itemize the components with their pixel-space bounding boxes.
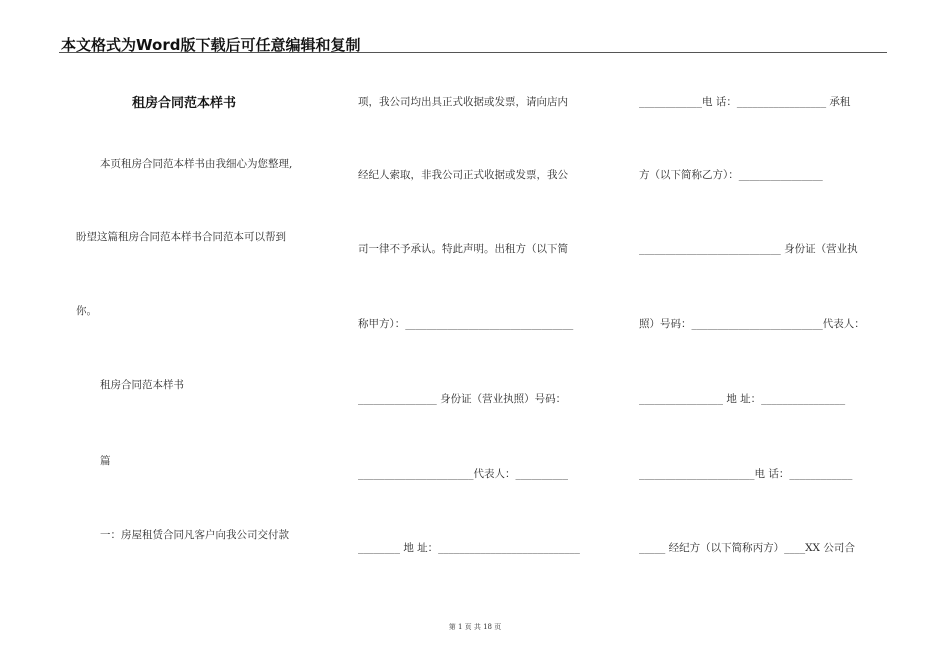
col2-line-6: ______________________代表人：__________ [358,468,568,480]
col1-line-3: 你。 [76,305,97,317]
banner-divider [59,52,887,53]
col1-line-6: 一：房屋租赁合同凡客户向我公司交付款 [100,529,289,541]
col3-line-3: ___________________________ 身份证（营业执 [639,243,858,255]
col2-line-3: 司一律不予承认。特此声明。出租方（以下简 [358,243,568,255]
col3-line-2: 方（以下简称乙方）：________________ [639,169,823,181]
col1-line-2: 盼望这篇租房合同范本样书合同范本可以帮到 [76,231,286,243]
col1-line-1: 本页租房合同范本样书由我细心为您整理, [100,158,293,170]
col2-line-2: 经纪人索取，非我公司正式收据或发票，我公 [358,169,568,181]
col1-line-5: 篇 [100,455,111,467]
col3-line-1: ____________电 话：_________________ 承租 [639,96,851,108]
col2-line-7: ________ 地 址：___________________________ [358,542,580,554]
page-number: 第 1 页 共 18 页 [448,623,502,631]
document-banner: 本文格式为Word版下载后可任意编辑和复制 [61,36,361,54]
col3-line-4: 照）号码：_________________________代表人： [639,318,865,330]
col2-line-1: 项，我公司均出具正式收据或发票，请向店内 [358,96,568,108]
col1-line-4: 租房合同范本样书 [100,379,184,391]
col3-line-6: ______________________电 话：____________ [639,468,853,480]
col2-line-5: _______________ 身份证（营业执照）号码： [358,393,567,405]
col2-line-4: 称甲方）：________________________________ [358,318,574,330]
document-title: 租房合同范本样书 [132,96,237,111]
col3-line-7: _____ 经纪方（以下简称丙方）____XX 公司合 [639,542,855,554]
col3-line-5: ________________ 地 址：________________ [639,393,846,405]
